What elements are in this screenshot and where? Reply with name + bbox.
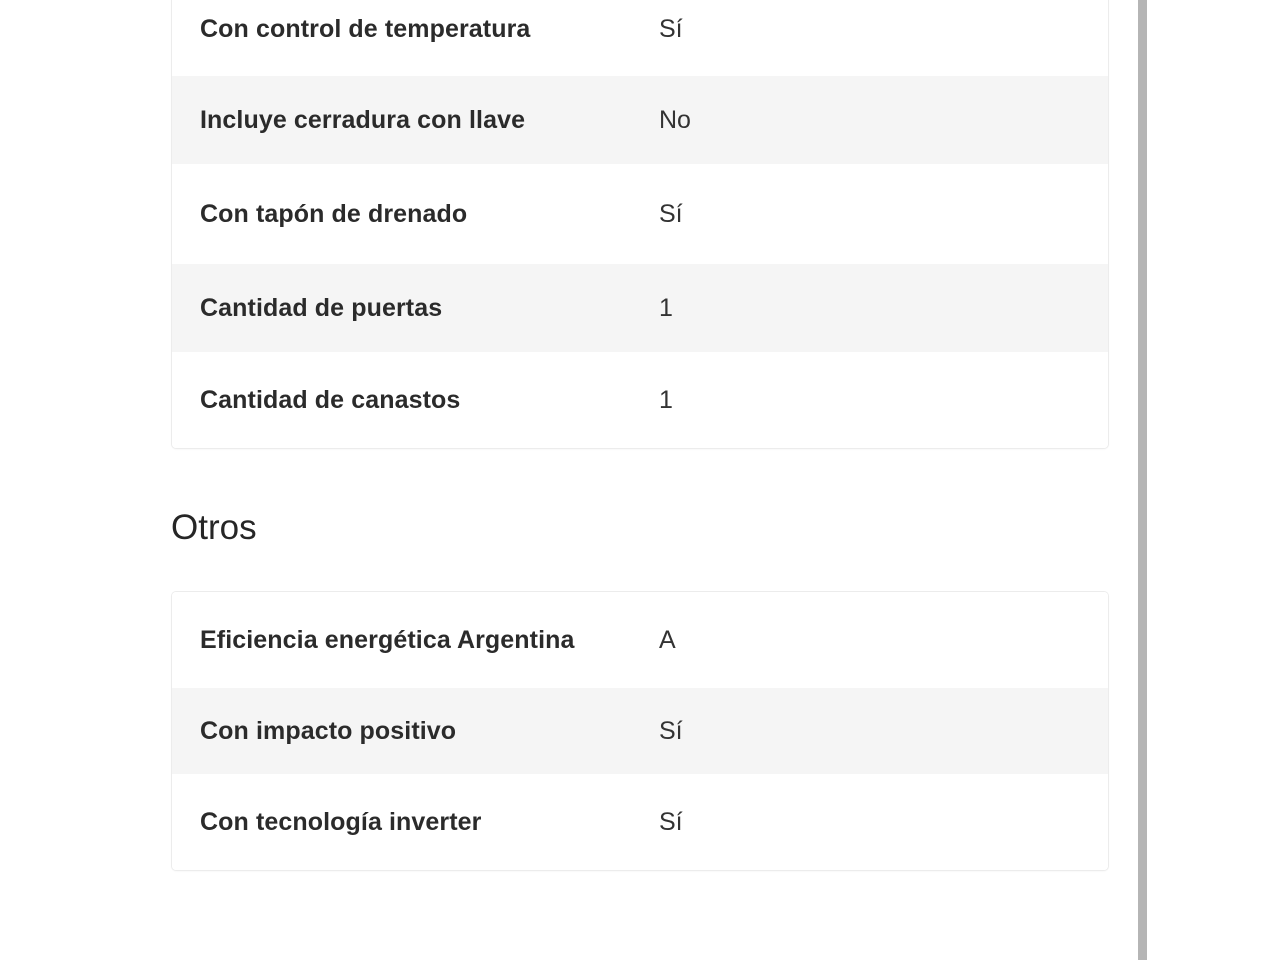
spec-label: Con tapón de drenado	[200, 199, 468, 228]
spec-value: Sí	[659, 716, 683, 745]
table-row	[172, 352, 1108, 448]
spec-value: A	[659, 625, 676, 654]
spec-value: Sí	[659, 199, 683, 228]
specs-table-main	[172, 0, 1108, 448]
table-row	[172, 0, 1108, 76]
table-row	[172, 264, 1108, 352]
table-row	[172, 76, 1108, 164]
section-title-otros: Otros	[171, 508, 257, 547]
spec-value: No	[659, 105, 691, 134]
table-row	[172, 774, 1108, 870]
spec-label: Eficiencia energética Argentina	[200, 625, 575, 654]
spec-label: Con tecnología inverter	[200, 807, 482, 836]
table-row	[172, 688, 1108, 774]
spec-label: Con impacto positivo	[200, 716, 457, 745]
spec-label: Incluye cerradura con llave	[200, 105, 526, 134]
specs-table-otros	[172, 592, 1108, 870]
spec-label: Cantidad de puertas	[200, 293, 443, 322]
spec-label: Cantidad de canastos	[200, 385, 461, 414]
table-row	[172, 164, 1108, 264]
spec-value: Sí	[659, 14, 683, 43]
spec-value: 1	[659, 385, 673, 414]
table-row	[172, 592, 1108, 688]
spec-value: Sí	[659, 807, 683, 836]
scrollbar-thumb[interactable]	[1138, 0, 1147, 960]
spec-label: Con control de temperatura	[200, 14, 531, 43]
spec-value: 1	[659, 293, 673, 322]
